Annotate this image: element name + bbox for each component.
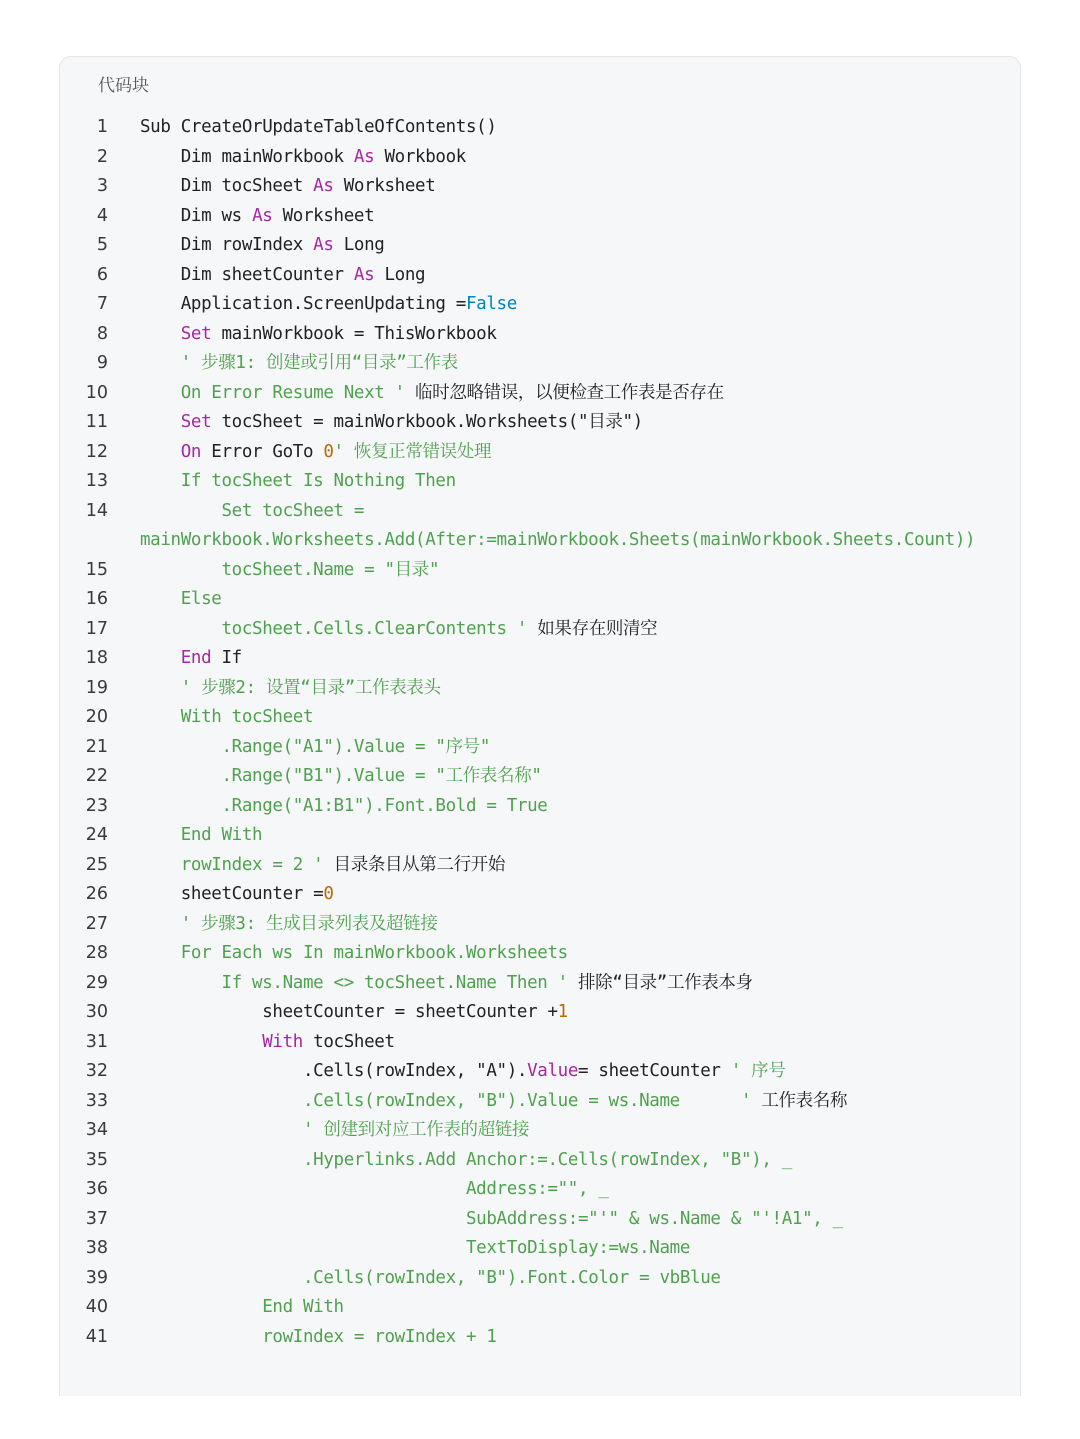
code-token: False: [465, 294, 517, 314]
code-token: As: [313, 235, 334, 255]
code-token: Address:="", _: [465, 1179, 609, 1199]
line-number: 5: [96, 235, 108, 255]
code-text: [140, 1146, 988, 1176]
code-token: mainWorkbook = ThisWorkbook: [211, 323, 497, 344]
line-number: 19: [85, 677, 108, 698]
code-line: [60, 113, 1020, 143]
code-text: [140, 703, 988, 733]
code-token: As: [353, 264, 375, 285]
code-text: [140, 821, 988, 851]
code-token: As: [353, 146, 375, 167]
code-text: [140, 733, 988, 763]
line-number: 38: [85, 1238, 108, 1258]
code-text: [140, 320, 988, 350]
line-number: 32: [85, 1061, 108, 1081]
code-token: Worksheet: [272, 205, 375, 226]
line-number: 25: [85, 854, 108, 875]
code-text: [140, 497, 988, 556]
code-token: Dim sheetCounter: [180, 264, 354, 285]
code-token: 0: [323, 441, 334, 462]
line-number: 20: [85, 707, 108, 727]
code-token: ' 步骤2: 设置“目录”工作表表头: [180, 677, 441, 698]
code-line: [60, 880, 1020, 910]
code-token: TextToDisplay:=ws.Name: [465, 1238, 691, 1258]
code-token: Application.ScreenUpdating =: [180, 294, 466, 314]
code-line: [60, 467, 1020, 497]
code-token: If tocSheet Is Nothing Then: [180, 471, 456, 491]
code-text: [140, 615, 988, 645]
code-token: For Each ws In mainWorkbook.Worksheets: [180, 943, 568, 963]
code-line: [60, 644, 1020, 674]
line-number: 15: [85, 559, 108, 580]
code-line: [60, 143, 1020, 173]
line-number: 11: [85, 412, 108, 432]
code-text: [140, 290, 988, 320]
code-token: As: [313, 176, 334, 196]
code-token: ' 步骤3: 生成目录列表及超链接: [180, 913, 438, 934]
code-line: [60, 497, 1020, 556]
code-text: [140, 143, 988, 173]
code-line: [60, 615, 1020, 645]
code-token: tocSheet.Cells.ClearContents ': [221, 618, 528, 639]
code-token: If ws.Name <> tocSheet.Name Then ': [221, 972, 568, 993]
code-token: Worksheet: [333, 176, 436, 196]
code-token: .Cells(rowIndex, "B").Value = ws.Name ': [302, 1090, 752, 1111]
code-line: [60, 703, 1020, 733]
line-number: 10: [85, 382, 108, 403]
code-token: Sub CreateOrUpdateTableOfContents(): [140, 117, 497, 137]
code-token: Dim tocSheet: [180, 176, 314, 196]
code-line: [60, 1293, 1020, 1323]
code-token: Dim rowIndex: [180, 235, 314, 255]
code-token: .Range("A1").Value = "序号": [221, 736, 491, 757]
code-token: With: [262, 1031, 303, 1052]
code-token: SubAddress:="'" & ws.Name & "'!A1", _: [465, 1208, 843, 1229]
line-number: 2: [96, 146, 108, 167]
code-token: 如果存在则清空: [527, 618, 658, 639]
code-token: 1: [557, 1002, 568, 1022]
code-token: Else: [180, 589, 222, 609]
code-token: Dim ws: [180, 205, 253, 226]
code-line: [60, 1146, 1020, 1176]
code-text: [140, 113, 988, 143]
code-line: [60, 1205, 1020, 1235]
code-token: .Cells(rowIndex, "B").Font.Color = vbBlue: [302, 1267, 721, 1288]
line-number: 36: [85, 1179, 108, 1199]
code-token: sheetCounter = sheetCounter +: [262, 1002, 558, 1022]
code-line: [60, 556, 1020, 586]
code-text: [140, 408, 988, 438]
code-text: [140, 674, 988, 704]
line-number: 8: [96, 323, 108, 344]
code-token: With tocSheet: [180, 707, 314, 727]
code-line: [60, 1323, 1020, 1353]
code-line: [60, 261, 1020, 291]
code-line: [60, 1234, 1020, 1264]
code-token: .Range("A1:B1").Font.Bold = True: [221, 795, 548, 816]
line-number: 1: [96, 117, 108, 137]
code-token: Error GoTo: [201, 441, 324, 462]
code-token: 目录条目从第二行开始: [323, 854, 506, 875]
code-token: 排除“目录”工作表本身: [567, 972, 753, 993]
line-number: 7: [96, 294, 108, 314]
code-text: [140, 261, 988, 291]
code-text: [140, 1264, 988, 1294]
code-token: Set tocSheet = mainWorkbook.Worksheets.Add(After:=mainWorkbook.Sheets(mainWorkbook.Sheets.Count)): [140, 500, 976, 550]
code-token: ' 创建到对应工作表的超链接: [302, 1120, 530, 1140]
line-number: 37: [85, 1208, 108, 1229]
code-line: [60, 998, 1020, 1028]
code-line: [60, 379, 1020, 409]
code-text: [140, 1087, 988, 1117]
code-text: [140, 172, 988, 202]
code-text: [140, 1116, 988, 1146]
code-token: Long: [333, 235, 385, 255]
code-line: [60, 969, 1020, 999]
code-listing[interactable]: [60, 113, 1020, 1352]
code-token: rowIndex = rowIndex + 1: [262, 1326, 497, 1347]
line-number: 24: [85, 825, 108, 845]
code-text: [140, 438, 988, 468]
code-text: [140, 1323, 988, 1353]
code-text: [140, 1057, 988, 1087]
code-line: [60, 851, 1020, 881]
line-number: 29: [85, 972, 108, 993]
code-token: tocSheet: [302, 1031, 395, 1052]
code-line: [60, 1057, 1020, 1087]
line-number: 33: [85, 1090, 108, 1111]
code-text: [140, 1175, 988, 1205]
code-line: [60, 1175, 1020, 1205]
code-token: End With: [262, 1297, 344, 1317]
code-text: [140, 349, 988, 379]
code-text: [140, 939, 988, 969]
code-line: [60, 290, 1020, 320]
line-number: 23: [85, 795, 108, 816]
code-token: 工作表名称: [751, 1090, 848, 1111]
line-number: 18: [85, 648, 108, 668]
line-number: 16: [85, 589, 108, 609]
line-number: 26: [85, 884, 108, 904]
line-number: 9: [96, 353, 108, 373]
code-token: If: [211, 648, 242, 668]
code-token: ' 序号: [730, 1061, 786, 1081]
code-text: [140, 998, 988, 1028]
code-block-card: [59, 56, 1021, 1396]
code-text: [140, 851, 988, 881]
code-token: On: [180, 441, 202, 462]
code-token: 临时忽略错误，以便检查工作表是否存在: [404, 382, 724, 403]
code-text: [140, 1234, 988, 1264]
code-text: [140, 644, 988, 674]
code-token: .Cells(rowIndex, "A").: [302, 1061, 528, 1081]
line-number: 22: [85, 766, 108, 786]
code-text: [140, 202, 988, 232]
code-line: [60, 910, 1020, 940]
line-number: 35: [85, 1149, 108, 1170]
code-line: [60, 320, 1020, 350]
code-token: ' 恢复正常错误处理: [333, 441, 492, 462]
code-text: [140, 231, 988, 261]
code-text: [140, 792, 988, 822]
code-token: Workbook: [374, 146, 466, 167]
code-token: Dim mainWorkbook: [180, 146, 354, 167]
code-token: Set: [180, 323, 212, 344]
line-number: 14: [85, 500, 108, 521]
line-number: 12: [85, 441, 108, 462]
code-token: sheetCounter =: [180, 884, 324, 904]
code-token: On Error Resume Next ': [180, 382, 405, 403]
code-line: [60, 792, 1020, 822]
code-token: .Range("B1").Value = "工作表名称": [221, 766, 542, 786]
code-line: [60, 939, 1020, 969]
line-number: 27: [85, 913, 108, 934]
code-text: [140, 467, 988, 497]
code-token: 0: [323, 884, 334, 904]
code-token: tocSheet.Name = "目录": [221, 559, 440, 580]
line-number: 30: [85, 1002, 108, 1022]
code-line: [60, 172, 1020, 202]
code-token: End With: [180, 825, 263, 845]
code-text: [140, 1293, 988, 1323]
line-number: 40: [85, 1297, 108, 1317]
line-number: 39: [85, 1267, 108, 1288]
code-line: [60, 1087, 1020, 1117]
code-line: [60, 1028, 1020, 1058]
code-line: [60, 438, 1020, 468]
code-text: [140, 762, 988, 792]
code-token: tocSheet = mainWorkbook.Worksheets("目录"): [211, 412, 643, 432]
line-number: 4: [96, 205, 108, 226]
code-text: [140, 585, 988, 615]
code-token: End: [180, 648, 212, 668]
code-text: [140, 556, 988, 586]
code-text: [140, 969, 988, 999]
code-line: [60, 231, 1020, 261]
code-token: Value: [527, 1061, 579, 1081]
code-text: [140, 379, 988, 409]
line-number: 34: [85, 1120, 108, 1140]
code-token: = sheetCounter: [578, 1061, 731, 1081]
code-token: Set: [180, 412, 212, 432]
code-line: [60, 733, 1020, 763]
line-number: 31: [85, 1031, 108, 1052]
code-line: [60, 674, 1020, 704]
code-text: [140, 910, 988, 940]
code-text: [140, 1028, 988, 1058]
code-text: [140, 880, 988, 910]
line-number: 41: [85, 1326, 108, 1347]
code-token: .Hyperlinks.Add Anchor:=.Cells(rowIndex, "B"), _: [302, 1149, 792, 1170]
line-number: 13: [85, 471, 108, 491]
code-token: ' 步骤1: 创建或引用“目录”工作表: [180, 353, 458, 373]
code-token: rowIndex = 2 ': [180, 854, 324, 875]
code-block-title: 代码块: [98, 76, 149, 96]
code-line: [60, 1264, 1020, 1294]
line-number: 17: [85, 618, 108, 639]
code-line: [60, 1116, 1020, 1146]
line-number: 6: [96, 264, 108, 285]
code-line: [60, 349, 1020, 379]
code-line: [60, 762, 1020, 792]
code-line: [60, 202, 1020, 232]
line-number: 28: [85, 943, 108, 963]
code-text: [140, 1205, 988, 1235]
code-line: [60, 821, 1020, 851]
code-line: [60, 585, 1020, 615]
line-number: 21: [85, 736, 108, 757]
code-line: [60, 408, 1020, 438]
code-token: Long: [374, 264, 426, 285]
code-token: As: [252, 205, 273, 226]
line-number: 3: [96, 176, 108, 196]
